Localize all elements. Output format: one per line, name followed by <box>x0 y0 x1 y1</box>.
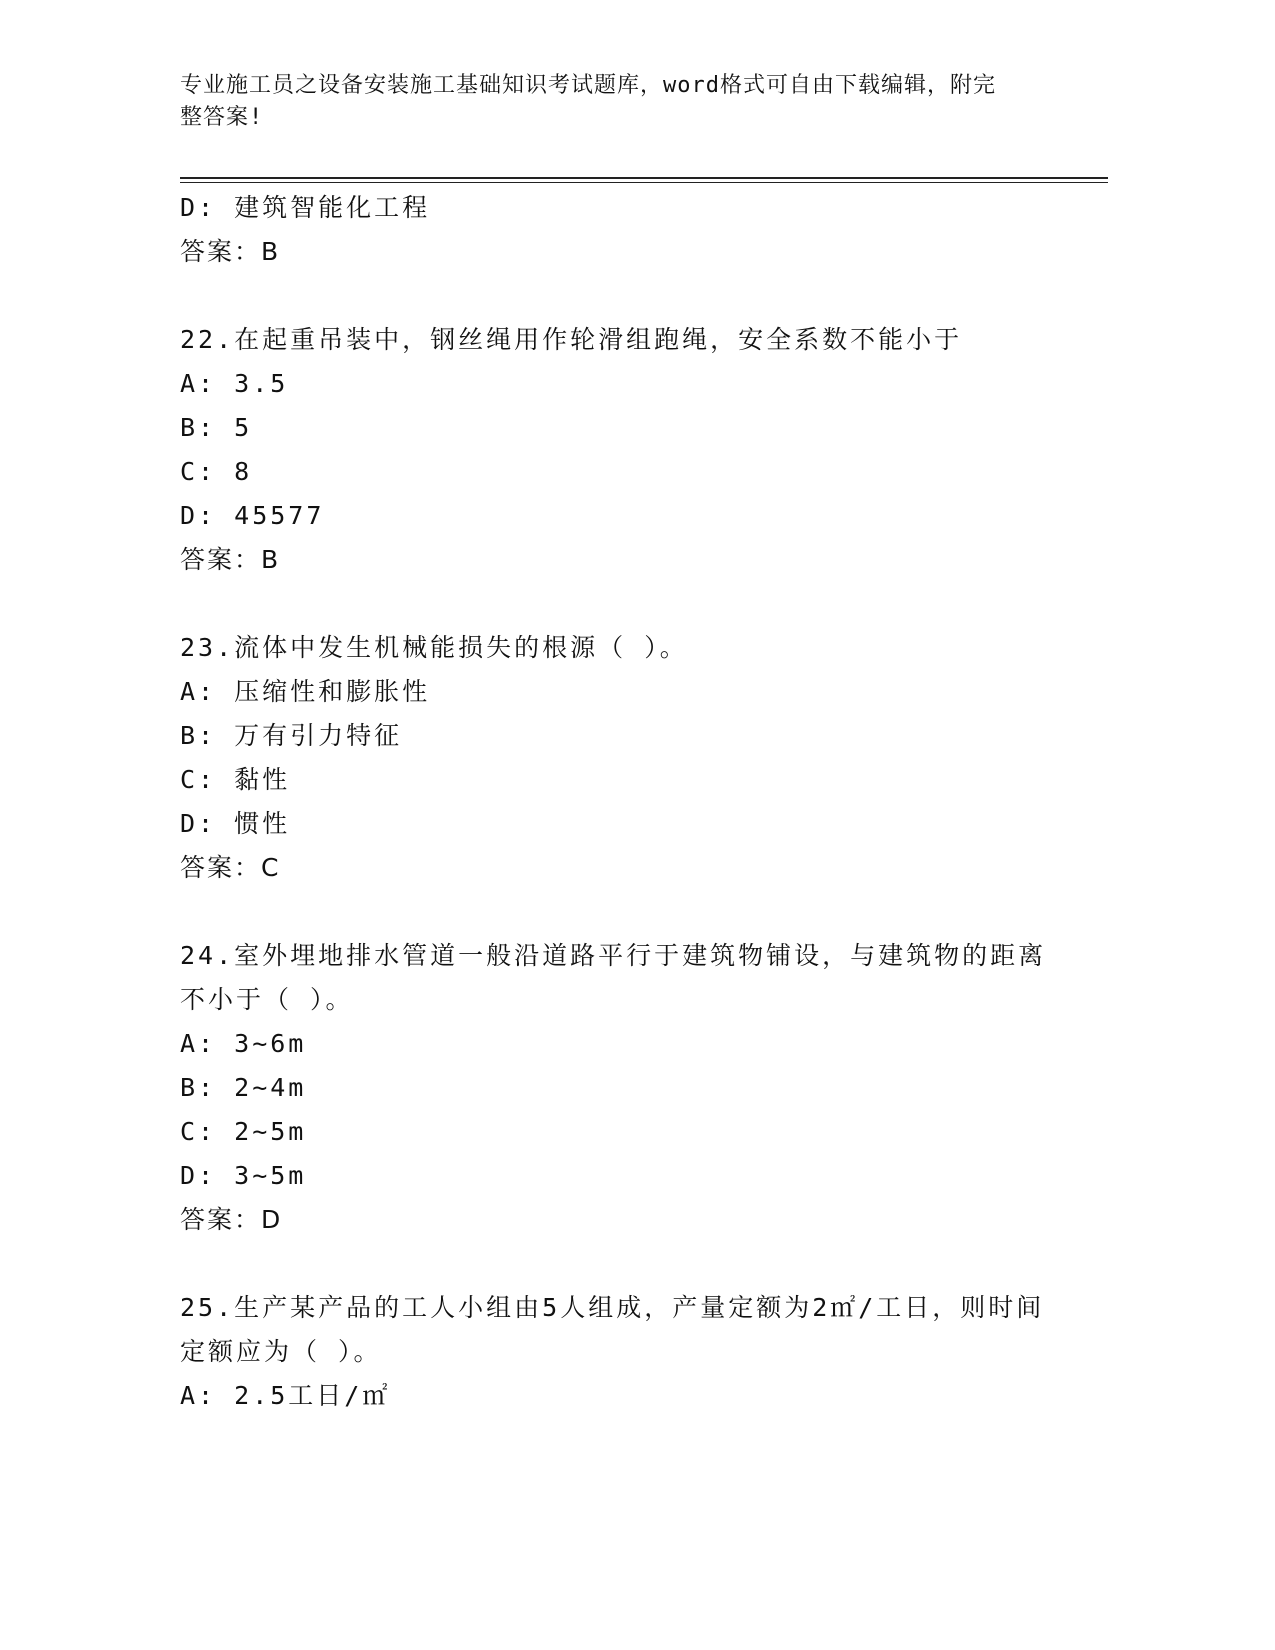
option-c: C: 黏性 <box>180 765 291 794</box>
option-a: A: 3.5 <box>180 369 289 398</box>
question-block-25 <box>180 1286 1080 1418</box>
option-c: C: 2~5m <box>180 1117 307 1146</box>
question-block-23 <box>180 626 1080 890</box>
option-b: B: 2~4m <box>180 1073 307 1102</box>
spacer <box>180 890 1080 934</box>
spacer <box>180 582 1080 626</box>
question-text: 23.流体中发生机械能损失的根源（ ）。 <box>180 633 688 662</box>
option-d: D: 建筑智能化工程 <box>180 193 431 222</box>
question-text-continued: 不小于（ ）。 <box>180 985 354 1014</box>
option-a: A: 2.5工日/㎡ <box>180 1381 391 1410</box>
question-text: 25.生产某产品的工人小组由5人组成，产量定额为2㎡/工日，则时间 <box>180 1293 1045 1322</box>
option-b: B: 万有引力特征 <box>180 721 403 750</box>
header-line-1: 专业施工员之设备安装施工基础知识考试题库，word格式可自由下载编辑，附完 <box>180 73 996 98</box>
question-block-22 <box>180 318 1080 582</box>
answer-line: 答案：B <box>180 545 281 574</box>
answer-line: 答案：B <box>180 237 281 266</box>
question-block-24 <box>180 934 1080 1242</box>
answer-line: 答案：C <box>180 853 281 882</box>
question-text: 22.在起重吊装中，钢丝绳用作轮滑组跑绳，安全系数不能小于 <box>180 325 963 354</box>
option-d: D: 3~5m <box>180 1161 307 1190</box>
question-list <box>180 186 1080 1418</box>
option-d: D: 45577 <box>180 501 325 530</box>
option-c: C: 8 <box>180 457 253 486</box>
question-text: 24.室外埋地排水管道一般沿道路平行于建筑物铺设，与建筑物的距离 <box>180 941 1047 970</box>
question-text-continued: 定额应为（ ）。 <box>180 1337 382 1366</box>
answer-line: 答案：D <box>180 1205 283 1234</box>
option-d: D: 惯性 <box>180 809 291 838</box>
header-divider <box>180 177 1108 183</box>
spacer <box>180 1242 1080 1286</box>
header-line-2: 整答案! <box>180 105 264 130</box>
question-block-21 <box>180 186 1080 274</box>
option-b: B: 5 <box>180 413 253 442</box>
document-header <box>180 70 1040 134</box>
option-a: A: 3~6m <box>180 1029 307 1058</box>
spacer <box>180 274 1080 318</box>
option-a: A: 压缩性和膨胀性 <box>180 677 431 706</box>
